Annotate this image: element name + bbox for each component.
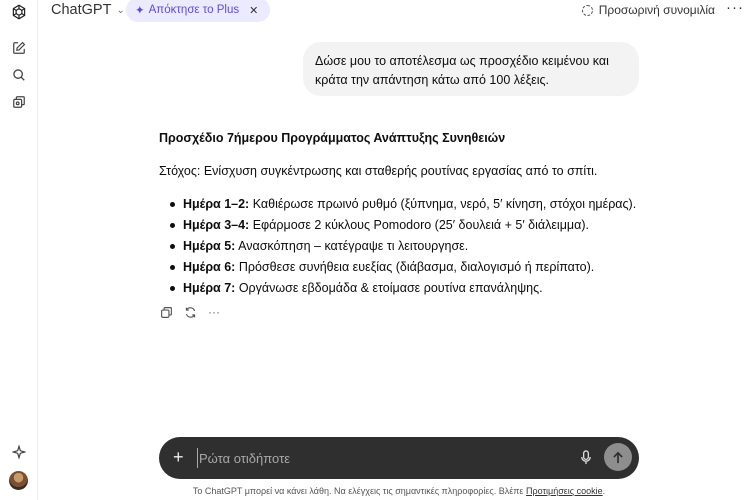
openai-logo-icon[interactable] xyxy=(7,0,31,24)
composer xyxy=(159,437,639,479)
day-list xyxy=(159,196,659,297)
model-selector[interactable] xyxy=(51,2,125,18)
day-text: Ανασκόπηση – κατέγραψε τι λειτουργησε. xyxy=(238,239,469,253)
list-item xyxy=(159,259,659,276)
day-text: Πρόσθεσε συνήθεια ευεξίας (διάβασμα, διαλογισμό ή περίπατο). xyxy=(238,260,595,274)
disclaimer-text: Το ChatGPT μπορεί να κάνει λάθη. Να ελέγχεις τις σημαντικές πληροφορίες. Βλέπε xyxy=(192,486,524,496)
mic-icon[interactable] xyxy=(580,450,592,470)
library-icon[interactable] xyxy=(7,90,31,114)
assistant-message xyxy=(159,130,659,301)
temporary-chat-label: Προσωρινή συνομιλία xyxy=(598,3,715,17)
new-chat-icon[interactable] xyxy=(7,36,31,60)
copy-icon[interactable] xyxy=(159,305,173,319)
answer-goal: Στόχος: Ενίσχυση συγκέντρωσης και σταθερής ρουτίνας εργασίας από το σπίτι. xyxy=(159,164,598,178)
sparkle-icon: ✦ xyxy=(135,5,145,17)
prompt-input[interactable] xyxy=(197,448,557,468)
upgrade-plus-button[interactable] xyxy=(126,0,270,22)
send-button[interactable] xyxy=(604,443,632,471)
list-item xyxy=(159,238,659,255)
regenerate-icon[interactable] xyxy=(183,305,197,319)
more-actions-icon[interactable]: ··· xyxy=(208,305,220,319)
disclaimer: Το ChatGPT μπορεί να κάνει λάθη. Να ελέγχεις τις σημαντικές πληροφορίες. Βλέπε Προτιμήσεις cookie. xyxy=(192,486,606,496)
day-label: Ημέρα 7: xyxy=(183,281,236,295)
model-name: ChatGPT xyxy=(51,2,112,18)
chevron-down-icon: ⌄ xyxy=(116,4,125,16)
day-text: Οργάνωσε εβδομάδα & ετοίμασε ρουτίνα επανάληψης. xyxy=(238,281,543,295)
day-label: Ημέρα 1–2: xyxy=(183,197,250,211)
list-item xyxy=(159,196,659,213)
day-text: Εφάρμοσε 2 κύκλους Pomodoro (25′ δουλειά + 5′ διάλειμμα). xyxy=(252,218,589,232)
send-arrow-icon xyxy=(612,451,624,464)
user-message: Δώσε μου το αποτέλεσμα ως προσχέδιο κειμένου και κράτα την απάντηση κάτω από 100 λέξεις. xyxy=(303,42,639,96)
upgrade-label: Απόκτησε το Plus xyxy=(148,4,240,16)
temporary-chat-button[interactable] xyxy=(582,3,715,17)
day-label: Ημέρα 6: xyxy=(183,260,236,274)
more-options-icon[interactable]: ··· xyxy=(726,0,744,16)
close-icon[interactable]: ✕ xyxy=(249,4,259,17)
day-label: Ημέρα 3–4: xyxy=(183,218,250,232)
list-item xyxy=(159,217,659,234)
list-item xyxy=(159,280,659,297)
add-attachment-icon[interactable]: + xyxy=(173,447,184,467)
day-label: Ημέρα 5: xyxy=(183,239,236,253)
avatar[interactable] xyxy=(9,471,28,490)
sidebar xyxy=(0,0,38,500)
temporary-chat-icon xyxy=(582,5,593,16)
sparkle-icon[interactable] xyxy=(7,440,31,464)
message-actions xyxy=(159,305,221,319)
cookie-preferences-link[interactable]: Προτιμήσεις cookie xyxy=(525,486,603,496)
search-icon[interactable] xyxy=(7,63,31,87)
day-text: Καθιέρωσε πρωινό ρυθμό (ξύπνημα, νερό, 5′ κίνηση, στόχοι ημέρας). xyxy=(252,197,637,211)
topbar xyxy=(38,0,750,22)
answer-title: Προσχέδιο 7ήμερου Προγράμματος Ανάπτυξης Συνηθειών xyxy=(159,131,506,145)
